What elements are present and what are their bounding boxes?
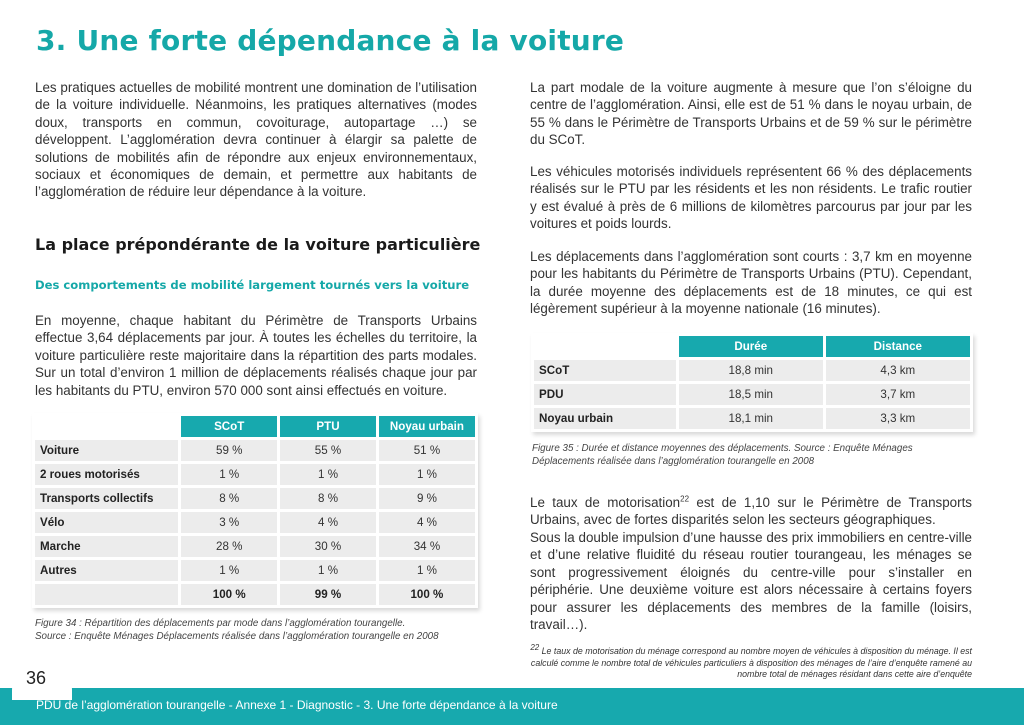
table-cell: 8 % [280,488,376,509]
subsection-heading: Des comportements de mobilité largement tournés vers la voiture [35,278,470,292]
row-label: Vélo [35,512,178,533]
modal-share-table [32,413,478,608]
duration-distance-table [531,333,973,432]
table-cell: 1 % [181,560,277,581]
mobility-paragraph: En moyenne, chaque habitant du Périmètre de Transports Urbains effectue 3,64 déplacements par jour. À toutes les échelles du territoire, la voiture particulière reste majoritaire dans la répartition des parts modales. Sur un total d’environ 1 million de déplacements réalisés chaque jour par les habitants du PTU, environ 570 000 sont ainsi effectués en voiture. [35,313,477,398]
table-cell: 55 % [280,440,376,461]
table-cell: 3,3 km [826,408,970,429]
footnote-ref: 22 [680,494,690,504]
row-label: Voiture [35,440,178,461]
table-row [35,488,475,509]
right-paragraph-1: La part modale de la voiture augmente à mesure que l’on s’éloigne du centre de l’agglomération. Ainsi, elle est de 51 % dans le noyau urbain, de 55 % dans le Périmètre de Transports Urbains et de 59 % sur le périmètre du SCoT. [530,80,972,148]
intro-paragraph: Les pratiques actuelles de mobilité montrent une domination de l’utilisation de la voiture individuelle. Néanmoins, les pratiques alternatives (modes doux, transports en commun, covoiturage, autopartage …) se développent. L’agglomération devra continuer à élargir sa palette de solutions de mobilités afin de répondre aux enjeux environnementaux, sociaux et économiques de demain, et permettre aux habitants de l’agglomération de réduire leur dépendance à la voiture. [35,80,477,200]
table-cell: 1 % [181,464,277,485]
page-title: 3. Une forte dépendance à la voiture [36,24,625,57]
table-cell: 18,5 min [679,384,823,405]
row-label: Noyau urbain [534,408,676,429]
table-cell: 59 % [181,440,277,461]
table-header: PTU [280,416,376,437]
table-header: Durée [679,336,823,357]
right-paragraph-3: Les déplacements dans l’agglomération sont courts : 3,7 km en moyenne pour les habitants du Périmètre de Transports Urbains (PTU). Cependant, la durée moyenne des déplacements est de 18 minutes, ce qui est légèrement supérieur à la moyenne nationale (16 minutes). [530,249,972,317]
table-cell: 30 % [280,536,376,557]
table-total-row [35,584,475,605]
section-heading: La place prépondérante de la voiture particulière [35,235,481,254]
row-label: Autres [35,560,178,581]
row-label: SCoT [534,360,676,381]
table-row [534,384,970,405]
table-cell: 1 % [280,560,376,581]
table-cell: 34 % [379,536,475,557]
right-paragraph-4: Le taux de motorisation$^{22}$ est de 1,10 sur le Périmètre de Transports Urbains, avec de fortes disparités selon les secteurs géographiques. [530,494,972,528]
table-row [35,560,475,581]
table-row [534,360,970,381]
total-cell: 100 % [379,584,475,605]
table-cell: 28 % [181,536,277,557]
right-paragraph-2: Les véhicules motorisés individuels représentent 66 % des déplacements réalisés sur le PTU par les résidents et les non résidents. Le trafic routier y est évalué à près de 6 millions de kilomètres parcourus par jour par les voitures et poids lourds. [530,164,972,232]
table-cell: 3,7 km [826,384,970,405]
table-header: SCoT [181,416,277,437]
table-row [35,536,475,557]
table-cell: 1 % [280,464,376,485]
table-header-row [35,416,475,437]
table-row [35,464,475,485]
table-cell: 18,1 min [679,408,823,429]
page-number: 36 [26,668,47,688]
right-paragraph-5: Sous la double impulsion d’une hausse des prix immobiliers en centre-ville et d’une relative fluidité du réseau routier tourangeau, les ménages se sont progressivement éloignés du centre-ville pour s’installer en périphérie. Une deuxième voiture est alors nécessaire à certains foyers pour assurer les déplacements des membres de la famille (loisirs, travail…). [530,530,972,633]
table-header: Noyau urbain [379,416,475,437]
footnote: $^{22}$ Le taux de motorisation du ménage correspond au nombre moyen de véhicules à disposition du ménage. Il est calculé comme le nombre total de véhicules particuliers à disposition des ménages de l’aire d’enquête ramené au nombre total de ménages résidant dans cette aire d’enquête [530,643,972,680]
row-label: PDU [534,384,676,405]
table-cell: 4,3 km [826,360,970,381]
table-cell: 9 % [379,488,475,509]
table-cell: 18,8 min [679,360,823,381]
table-header: Distance [826,336,970,357]
table-cell: 4 % [280,512,376,533]
figure-caption-34: Figure 34 : Répartition des déplacements par mode dans l’agglomération tourangelle. Source : Enquête Ménages Déplacements réalisée dans l’agglomération tourangelle en 2008 [35,618,439,642]
figure-caption-35: Figure 35 : Durée et distance moyennes des déplacements. Source : Enquête Ménages Déplacements réalisée dans l’agglomération tourangelle en 2008 [532,443,913,467]
footer-text: PDU de l’agglomération tourangelle - Annexe 1 - Diagnostic - 3. Une forte dépendance à la voiture [36,698,558,712]
table-cell: 1 % [379,464,475,485]
row-label: 2 roues motorisés [35,464,178,485]
table-cell: 51 % [379,440,475,461]
table-row [35,512,475,533]
table-row [35,440,475,461]
row-label: Marche [35,536,178,557]
table-cell: 4 % [379,512,475,533]
table-header-row [534,336,970,357]
table-row [534,408,970,429]
table-cell: 1 % [379,560,475,581]
total-cell: 99 % [280,584,376,605]
table-cell: 8 % [181,488,277,509]
table-cell: 3 % [181,512,277,533]
total-cell: 100 % [181,584,277,605]
row-label: Transports collectifs [35,488,178,509]
